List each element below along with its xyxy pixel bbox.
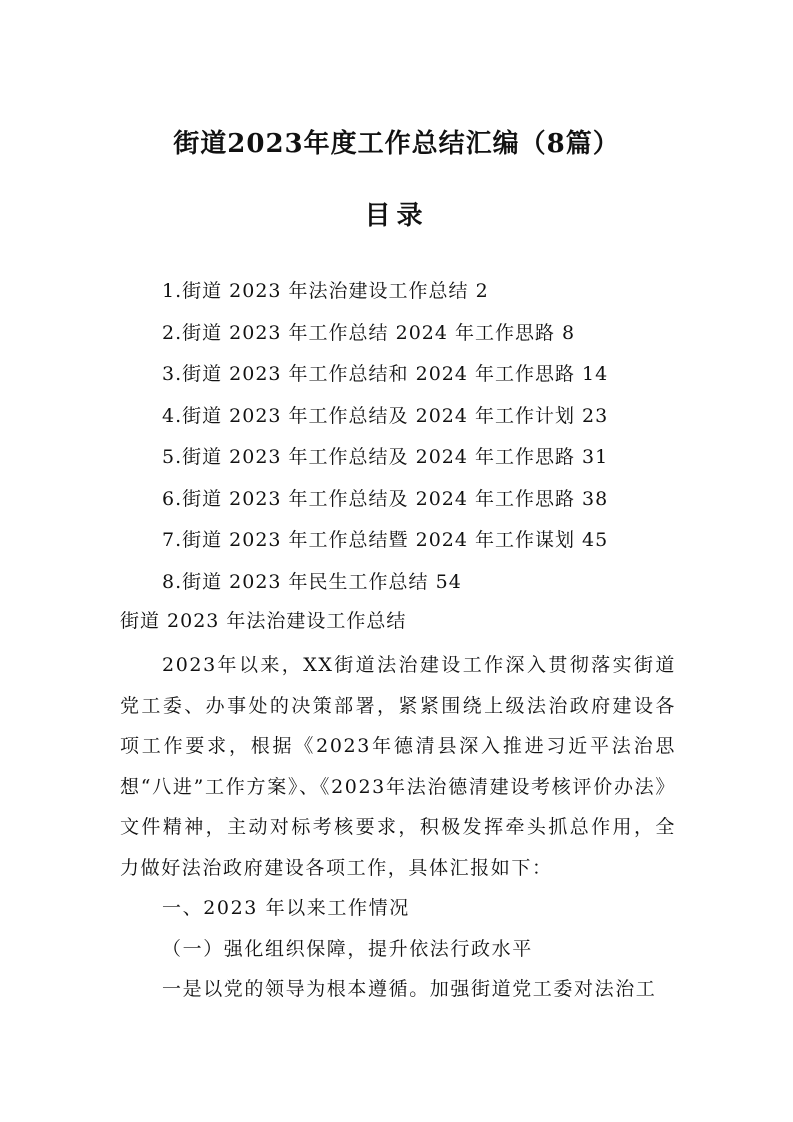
toc-entry[interactable]: 4.街道 2023 年工作总结及 2024 年工作计划 23 [162, 404, 609, 427]
paragraph-first-line: 一是以党的领导为根本遵循。加强街道党工委对法治工 [162, 978, 657, 1000]
heading-level-2: （一）强化组织保障，提升依法行政水平 [162, 937, 533, 960]
toc-entry[interactable]: 3.街道 2023 年工作总结和 2024 年工作思路 14 [162, 363, 609, 385]
heading-level-1: 一、2023 年以来工作情况 [162, 897, 410, 919]
table-of-contents [162, 271, 608, 603]
toc-entry[interactable]: 7.街道 2023 年工作总结暨 2024 年工作谋划 45 [162, 529, 609, 551]
toc-entry[interactable]: 8.街道 2023 年民生工作总结 54 [162, 570, 462, 593]
toc-entry[interactable]: 2.街道 2023 年工作总结 2024 年工作思路 8 [162, 321, 576, 344]
toc-entry[interactable]: 6.街道 2023 年工作总结及 2024 年工作思路 38 [162, 487, 609, 510]
toc-entry[interactable]: 5.街道 2023 年工作总结及 2024 年工作思路 31 [162, 446, 609, 468]
toc-heading: 目录 [364, 201, 429, 231]
document-body [120, 601, 676, 1010]
document-title: 街道2023年度工作总结汇编（8篇） [173, 129, 620, 159]
section-title: 街道 2023 年法治建设工作总结 [120, 610, 407, 632]
toc-entry[interactable]: 1.街道 2023 年法治建设工作总结 2 [162, 280, 489, 302]
intro-paragraph: 2023年以来，XX街道法治建设工作深入贯彻落实街道党工委、办事处的决策部署，紧紧围绕上级法治政府建设各项工作要求，根据《2023年德清县深入推进习近平法治思想“八进”工作方案》、《2023年法治德清建设考核评价办法》文件精神，主动对标考核要求，积极发挥牵头抓总作用，全力做好法治政府建设各项工作，具体汇报如下： [120, 654, 676, 879]
